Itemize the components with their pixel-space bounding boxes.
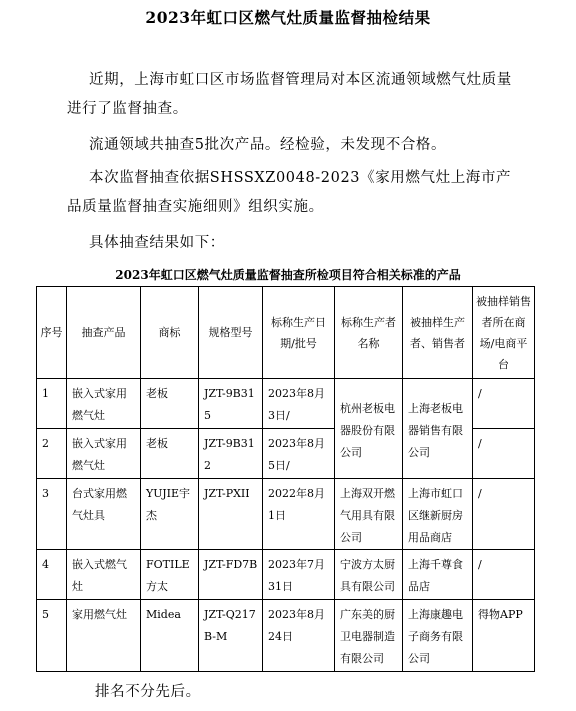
cell-manufacturer: 上海双开燃气用具有限公司 [335,479,403,550]
header-seller: 被抽样生产者、销售者 [403,287,473,379]
cell-serial: 3 [37,479,67,550]
cell-brand: YUJIE宇杰 [141,479,199,550]
paragraph-results-intro: 具体抽查结果如下： [89,235,225,251]
cell-product: 家用燃气灶 [67,600,141,672]
table-caption: 2023年虹口区燃气灶质量监督抽查所检项目符合相关标准的产品 [115,268,461,282]
cell-seller: 上海老板电器销售有限公司 [403,379,473,479]
header-model: 规格型号 [199,287,263,379]
cell-product: 嵌入式家用燃气灶 [67,379,141,429]
cell-model: JZT-9B312 [199,429,263,479]
cell-product: 嵌入式家用燃气灶 [67,429,141,479]
paragraph-basis: 本次监督抽查依据SHSSXZ0048-2023《家用燃气灶上海市产品质量监督抽查实施细则》组织实施。 [67,170,512,215]
cell-seller: 上海市虹口区继新厨房用品商店 [403,479,473,550]
cell-model: JZT-PXII [199,479,263,550]
cell-serial: 1 [37,379,67,429]
table-row [37,600,535,672]
cell-date: 2022年8月1日 [263,479,335,550]
cell-model: JZT-FD7B [199,550,263,600]
cell-date: 2023年7月31日 [263,550,335,600]
cell-serial: 4 [37,550,67,600]
cell-platform: / [473,429,535,479]
cell-brand: 老板 [141,429,199,479]
cell-brand: FOTILE方太 [141,550,199,600]
cell-serial: 2 [37,429,67,479]
cell-model: JZT-Q217B-M [199,600,263,672]
header-date: 标称生产日期/批号 [263,287,335,379]
document-title: 2023年虹口区燃气灶质量监督抽检结果 [145,8,431,27]
cell-date: 2023年8月5日/ [263,429,335,479]
table-header-row [37,287,535,379]
cell-platform: / [473,479,535,550]
header-platform: 被抽样销售者所在商场/电商平台 [473,287,535,379]
cell-seller: 上海千尊食品店 [403,550,473,600]
cell-platform: 得物APP [473,600,535,672]
header-brand: 商标 [141,287,199,379]
cell-serial: 5 [37,600,67,672]
header-serial: 序号 [37,287,67,379]
cell-product: 台式家用燃气灶具 [67,479,141,550]
paragraph-intro: 近期，上海市虹口区市场监督管理局对本区流通领域燃气灶质量进行了监督抽查。 [67,72,512,117]
cell-platform: / [473,379,535,429]
cell-manufacturer: 广东美的厨卫电器制造有限公司 [335,600,403,672]
footer-note: 排名不分先后。 [95,684,201,700]
cell-brand: 老板 [141,379,199,429]
paragraph-summary: 流通领域共抽查5批次产品。经检验，未发现不合格。 [89,137,447,153]
results-table [36,286,535,672]
cell-platform: / [473,550,535,600]
table-row [37,479,535,550]
cell-brand: Midea [141,600,199,672]
table-row [37,550,535,600]
cell-date: 2023年8月24日 [263,600,335,672]
cell-manufacturer: 宁波方太厨具有限公司 [335,550,403,600]
cell-manufacturer: 杭州老板电器股份有限公司 [335,379,403,479]
header-manufacturer: 标称生产者名称 [335,287,403,379]
cell-model: JZT-9B315 [199,379,263,429]
cell-date: 2023年8月3日/ [263,379,335,429]
header-product: 抽查产品 [67,287,141,379]
cell-seller: 上海康趣电子商务有限公司 [403,600,473,672]
cell-product: 嵌入式燃气灶 [67,550,141,600]
table-row [37,379,535,429]
